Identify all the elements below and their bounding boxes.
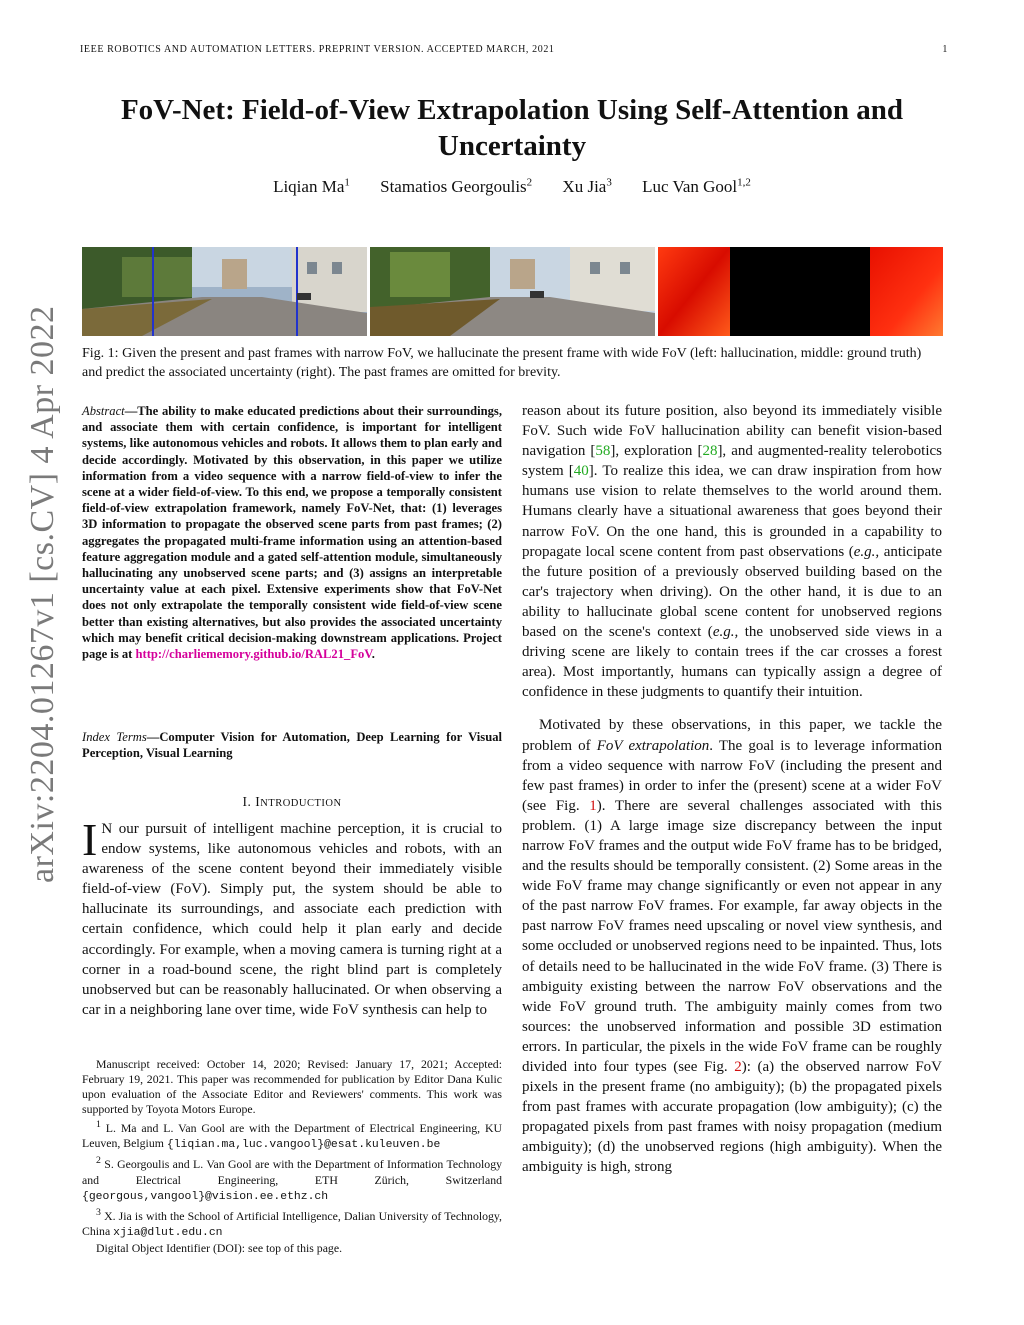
section-heading: I. INTRODUCTION bbox=[242, 794, 342, 809]
index-terms-text: —Computer Vision for Automation, Deep Learning for Visual Perception, Visual Learning bbox=[82, 730, 503, 761]
paper-title: FoV-Net: Field-of-View Extrapolation Using Self-Attention and Uncertainty bbox=[120, 94, 904, 162]
drop-cap: I bbox=[82, 814, 98, 865]
ground-truth-image bbox=[370, 247, 655, 336]
author: Luc Van Gool$^{1,2}$ bbox=[642, 176, 751, 196]
doi-note: Digital Object Identifier (DOI): see top of this page. bbox=[96, 1240, 343, 1255]
page-number: 1 bbox=[942, 44, 948, 55]
abstract: Abstract—The ability to make educated predictions about their surroundings, and associate them with certain confidence, is important for intelligent systems, like autonomous vehicles and robots. It allows them to plan early and decide accordingly. Motivated by this observation, in this paper we utilize information from a video sequence with a narrow field-of-view to infer the scene at a wider field-of-view. To this end, we propose a temporally consistent field-of-view extrapolation framework, namely FoV-Net, that: (1) leverages 3D information to propagate the observed scene parts from past frames; (2) aggregates the propagated multi-frame information using an attention-based feature aggregation module and a gated self-attention module, simultaneously hallucinating any unobserved scene parts; and (3) assigns an interpretable uncertainty value at each pixel. Extensive experiments show that FoV-Net does not only extrapolate the temporally consistent wide field-of-view scene better than existing alternatives, but also provides the associated uncertainty which may benefit critical decision-making downstream applications. Project page is at http://charliememory.github.io/RAL21_FoV. bbox=[82, 404, 502, 662]
figure-caption: Fig. 1: Given the present and past frames with narrow FoV, we hallucinate the present frame with wide FoV (left: hallucination, middle: ground truth) and predict the associated uncertainty (right). The past frames are omitted for brevity. bbox=[82, 346, 922, 380]
figure-link[interactable]: 2 bbox=[734, 1059, 742, 1075]
footnotes bbox=[82, 1057, 502, 1256]
footnote-1: $^1$ L. Ma and L. Van Gool are with the Department of Electrical Engineering, KU Leuven, Belgium {liqian.ma,luc.vangool}@esat.kuleuven.be bbox=[82, 1119, 502, 1152]
citation-link[interactable]: 58 bbox=[595, 443, 611, 460]
right-column-text bbox=[522, 401, 942, 1178]
uncertainty-map bbox=[658, 247, 943, 336]
arxiv-stamp: arXiv:2204.01267v1 [cs.CV] 4 Apr 2022 bbox=[24, 305, 61, 883]
running-title: IEEE ROBOTICS AND AUTOMATION LETTERS. PREPRINT VERSION. ACCEPTED MARCH, 2021 bbox=[80, 44, 555, 55]
index-terms bbox=[82, 729, 502, 761]
manuscript-note: Manuscript received: October 14, 2020; Revised: January 17, 2021; Accepted: February 19, 2021. This paper was recommended for publication by Editor Dana Kulic upon evaluation of the Associate Editor and Reviewers' comments. This work was supported by Toyota Motors Europe. bbox=[82, 1057, 502, 1117]
figure-1 bbox=[82, 247, 943, 336]
author-list bbox=[80, 176, 944, 197]
author: Stamatios Georgoulis$^2$ bbox=[380, 176, 533, 196]
citation-link[interactable]: 28 bbox=[702, 443, 718, 460]
abstract-text: —The ability to make educated predictions about their surroundings, and associate them with certain confidence, is important for intelligent systems, like autonomous vehicles and robots. It allows them to plan early and decide accordingly. Motivated by this observation, in this paper we utilize information from a video sequence with a narrow field-of-view to infer the scene at a wider field-of-view. To this end, we propose a temporally consistent field-of-view extrapolation framework, namely FoV-Net, that: (1) leverages 3D information to propagate the observed scene parts from past frames; (2) aggregates the propagated multi-frame information using an attention-based feature aggregation module and a gated self-attention module, simultaneously hallucinating any unobserved scene parts; and (3) assigns an interpretable uncertainty value at each pixel. Extensive experiments show that FoV-Net does not only extrapolate the temporally consistent wide field-of-view scene better than existing alternatives, but also provides the associated uncertainty which may benefit critical decision-making downstream applications. Project page is at bbox=[82, 404, 502, 662]
figure-link[interactable]: 1 bbox=[589, 797, 597, 814]
paragraph: Motivated by these observations, in this paper, we tackle the problem of FoV extrapolation. The goal is to leverage information from a video sequence with narrow FoV (including the present and few past frames) in order to infer the (present) scene at a wider FoV (see Fig. 1). There are several challenges associated with this problem. (1) A large image size discrepancy between the input narrow FoV frames and the output wide FoV frame has to be bridged, and the results should be temporally consistent. (2) Some areas in the wide FoV frame may change significantly or even not appear in any of the past narrow FoV frames. For example, far away objects in the past narrow FoV frames need upscaling or novel view synthesis, and some occluded or unobserved regions need to be inpainted. Thus, lots of details need to be hallucinated in the wide FoV frame. (3) There is ambiguity existing between the narrow FoV observations and the wide FoV ground truth. The ambiguity mainly comes from two sources: the unobserved information and possible 3D estimation errors. In particular, the pixels in the wide FoV frame can be roughly divided into four types (see Fig. 2): (a) the observed narrow FoV pixels in the present frame (no ambiguity); (b) the propagated pixels from past frames with accurate propagation (low ambiguity); (c) the propagated pixels from past frames with noisy propagation (medium ambiguity); (d) the unobserved regions (high ambiguity). When the ambiguity is high, strong bbox=[522, 717, 942, 1176]
author: Liqian Ma$^1$ bbox=[273, 176, 350, 196]
footnote-3: $^3$ X. Jia is with the School of Artificial Intelligence, Dalian University of Technology, China xjia@dlut.edu.cn bbox=[82, 1206, 502, 1239]
author: Xu Jia$^3$ bbox=[562, 176, 612, 196]
index-terms-label: Index Terms bbox=[82, 730, 147, 744]
running-header bbox=[80, 44, 948, 55]
introduction-paragraph: I N our pursuit of intelligent machine perception, it is crucial to endow systems, like autonomous vehicles and robots, with an awareness of the scene content beyond their immediately visible field-of-view (FoV). Simply put, the system should be able to hallucinate its surroundings, and associate each prediction with certain confidence, which could help it plan early and decide accordingly. For example, when a moving camera is turning right at a corner in a road-bound scene, the right blind part is completely unobserved but can be reasonably hallucinated. Or when observing a car in a neighboring lane over time, wide FoV synthesis can help to bbox=[82, 814, 502, 1018]
project-page-link[interactable]: http://charliememory.github.io/RAL21_FoV bbox=[135, 647, 372, 662]
abstract-label: Abstract bbox=[82, 404, 125, 418]
hallucination-image bbox=[82, 247, 367, 336]
citation-link[interactable]: 40 bbox=[573, 463, 589, 480]
footnote-2: $^2$ S. Georgoulis and L. Van Gool are with the Department of Information Technology and Electrical Engineering, ETH Zürich, Switzerland {georgous,vangool}@vision.ee.ethz.ch bbox=[82, 1155, 502, 1203]
paragraph: reason about its future position, also beyond its immediately visible FoV. Such wide FoV hallucination ability can benefit vision-based navigation [58], exploration [28], and augmented-reality telerobotics system [40]. To realize this idea, we can draw inspiration from how humans use vision to relate themselves to the world around them. Humans clearly have a situational awareness that goes beyond their narrow FoV. On the one hand, this is grounded in a capability to propagate local scene content from past observations (e.g., anticipate the future position of a previously observed building based on the car's trajectory when driving). On the other hand, it is due to an ability to hallucinate global scene content for unobserved regions based on the scene's context (e.g., the unobserved side views in a driving scene are likely to contain trees if the car crosses a forest area). Most importantly, humans can typically assign a degree of confidence in these judgments to quantify their intuition. bbox=[522, 403, 942, 701]
